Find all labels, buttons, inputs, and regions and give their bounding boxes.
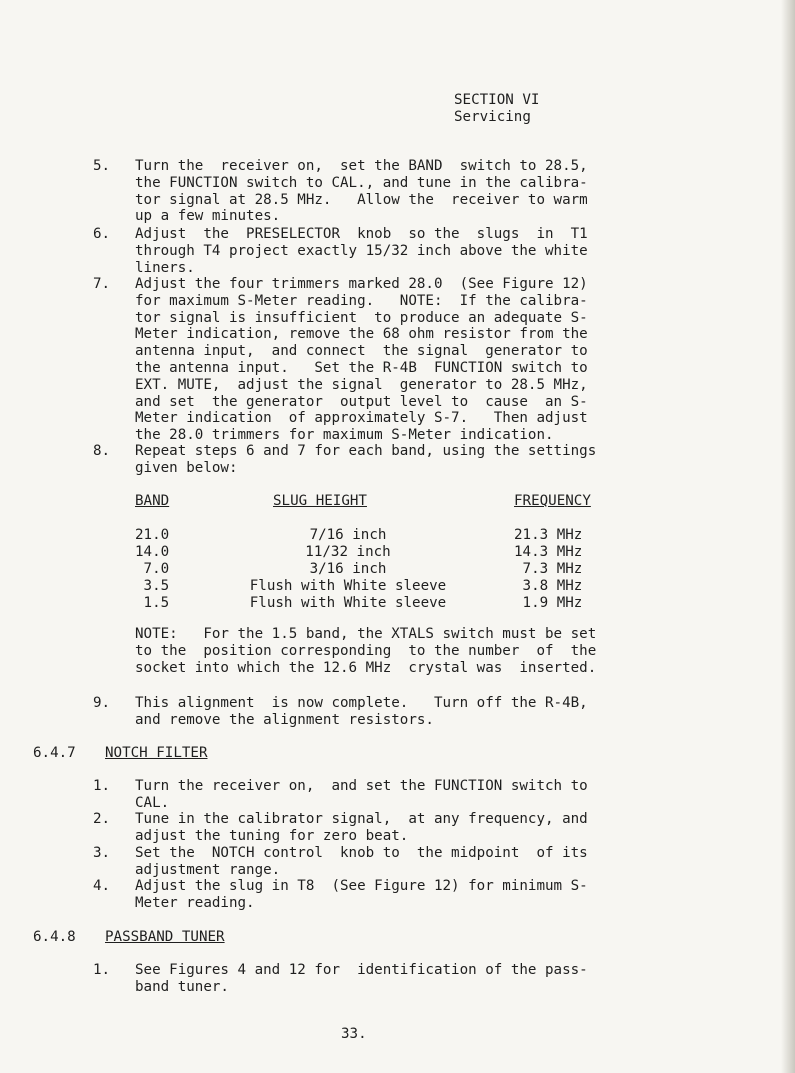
- frequency-cell: 21.3 MHz: [514, 527, 583, 543]
- text-line: Meter indication of approximately S-7. Then adjust: [135, 410, 588, 427]
- slug-height-cell: 7/16 inch: [309, 527, 387, 543]
- step-number: 1.: [93, 778, 111, 794]
- step-text: [135, 811, 675, 845]
- band-cell: 7.0: [135, 561, 170, 577]
- step-text: [135, 276, 675, 444]
- table-row: [135, 544, 655, 561]
- text-line: up a few minutes.: [135, 208, 281, 225]
- section-subtitle: Servicing: [454, 108, 531, 125]
- frequency-cell: 1.9 MHz: [514, 595, 583, 611]
- text-line: and remove the alignment resistors.: [135, 711, 434, 728]
- text-line: EXT. MUTE, adjust the signal generator to 28.5 MHz,: [135, 376, 588, 393]
- text-line: Tune in the calibrator signal, at any frequency, and: [135, 811, 588, 827]
- table-row: [135, 595, 655, 612]
- frequency-cell: 3.8 MHz: [514, 578, 583, 594]
- step-text: [135, 158, 675, 225]
- text-line: the 28.0 trimmers for maximum S-Meter indication.: [135, 427, 554, 444]
- text-line: CAL.: [135, 794, 170, 811]
- step-text: [135, 962, 675, 996]
- subsection-title: PASSBAND TUNER: [105, 929, 225, 945]
- text-line: Adjust the slug in T8 (See Figure 12) for minimum S-: [135, 878, 588, 894]
- text-line: antenna input, and connect the signal generator to: [135, 343, 588, 360]
- text-line: This alignment is now complete. Turn off the R-4B,: [135, 695, 588, 711]
- text-line: Set the NOTCH control knob to the midpoint of its: [135, 845, 588, 861]
- step-number: 2.: [93, 811, 111, 827]
- column-header-band: BAND: [135, 493, 170, 509]
- text-line: Meter indication, remove the 68 ohm resistor from the: [135, 326, 588, 343]
- note-block: [135, 626, 675, 676]
- column-header-slug-height: SLUG HEIGHT: [273, 493, 367, 509]
- text-line: the FUNCTION switch to CAL., and tune in the calibra-: [135, 174, 588, 191]
- table-row: [135, 561, 655, 578]
- step-text: [135, 443, 675, 477]
- column-header-frequency: FREQUENCY: [514, 493, 591, 509]
- step-number: 7.: [93, 276, 111, 292]
- text-line: Meter reading.: [135, 894, 255, 911]
- text-line: Adjust the PRESELECTOR knob so the slugs in T1: [135, 226, 588, 242]
- step-number: 5.: [93, 158, 111, 174]
- subsection-number: 6.4.8: [33, 929, 76, 945]
- frequency-cell: 14.3 MHz: [514, 544, 583, 560]
- step-number: 9.: [93, 695, 111, 711]
- page-number: 33.: [341, 1026, 367, 1042]
- subsection-number: 6.4.7: [33, 745, 76, 761]
- text-line: liners.: [135, 259, 195, 276]
- step-number: 1.: [93, 962, 111, 978]
- step-number: 4.: [93, 878, 111, 894]
- note-line: NOTE: For the 1.5 band, the XTALS switch must be set: [135, 626, 597, 642]
- frequency-cell: 7.3 MHz: [514, 561, 583, 577]
- step-number: 3.: [93, 845, 111, 861]
- text-line: Turn the receiver on, set the BAND switch to 28.5,: [135, 158, 588, 174]
- text-line: tor signal at 28.5 MHz. Allow the receiver to warm: [135, 191, 588, 208]
- step-text: [135, 778, 675, 812]
- band-cell: 1.5: [135, 595, 170, 611]
- text-line: tor signal is insufficient to produce an adequate S-: [135, 309, 588, 326]
- text-line: band tuner.: [135, 978, 229, 995]
- band-settings-table: [135, 493, 655, 510]
- text-line: Adjust the four trimmers marked 28.0 (See Figure 12): [135, 276, 588, 292]
- table-row: [135, 527, 655, 544]
- slug-height-cell: Flush with White sleeve: [249, 578, 447, 594]
- band-cell: 3.5: [135, 578, 170, 594]
- text-line: adjust the tuning for zero beat.: [135, 827, 409, 844]
- step-text: [135, 226, 675, 276]
- table-header-row: [135, 493, 655, 510]
- text-line: adjustment range.: [135, 861, 281, 878]
- text-line: Repeat steps 6 and 7 for each band, using the settings: [135, 443, 597, 459]
- step-number: 8.: [93, 443, 111, 459]
- text-line: See Figures 4 and 12 for identification of the pass-: [135, 962, 588, 978]
- slug-height-cell: 11/32 inch: [305, 544, 391, 560]
- band-settings-table-body: [135, 527, 655, 612]
- slug-height-cell: 3/16 inch: [309, 561, 387, 577]
- page-edge-shadow: [781, 0, 795, 1073]
- note-line: socket into which the 12.6 MHz crystal was inserted.: [135, 659, 597, 676]
- band-cell: 21.0: [135, 527, 170, 543]
- text-line: through T4 project exactly 15/32 inch above the white: [135, 242, 588, 259]
- text-line: the antenna input. Set the R-4B FUNCTION switch to: [135, 359, 588, 376]
- subsection-title: NOTCH FILTER: [105, 745, 208, 761]
- section-header: [454, 92, 539, 126]
- text-line: given below:: [135, 459, 238, 476]
- table-row: [135, 578, 655, 595]
- step-text: [135, 845, 675, 879]
- section-heading: SECTION VI: [454, 92, 540, 108]
- text-line: and set the generator output level to cause an S-: [135, 393, 588, 410]
- step-text: [135, 695, 675, 729]
- step-text: [135, 878, 675, 912]
- step-number: 6.: [93, 226, 111, 242]
- note-line: to the position corresponding to the number of the: [135, 642, 597, 659]
- text-line: Turn the receiver on, and set the FUNCTION switch to: [135, 778, 588, 794]
- text-line: for maximum S-Meter reading. NOTE: If the calibra-: [135, 292, 588, 309]
- band-cell: 14.0: [135, 544, 170, 560]
- slug-height-cell: Flush with White sleeve: [249, 595, 447, 611]
